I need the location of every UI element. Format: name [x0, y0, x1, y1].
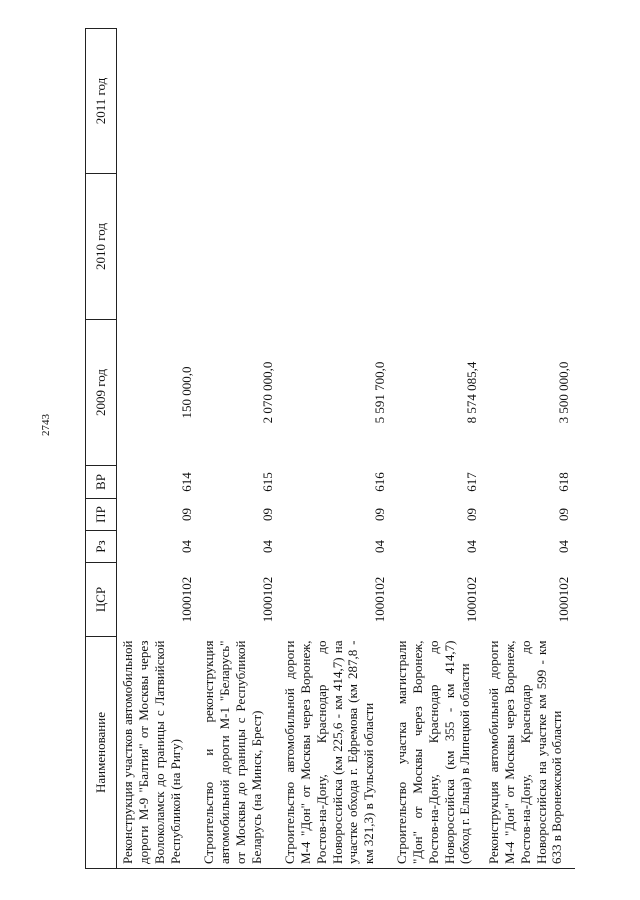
- row-2011: [391, 29, 483, 174]
- row-pr: 09: [464, 508, 480, 521]
- row-rz: 04: [179, 540, 195, 553]
- row-rz: 04: [464, 540, 480, 553]
- row-name: Реконструкция участков автомобильной дороги М-9 "Балтия" от Москвы через Волоколамск до границы с Латвийской Республикой (на Ригу): [117, 637, 199, 869]
- table-row: [279, 29, 391, 869]
- row-2009: 8 574 085,4: [464, 361, 480, 424]
- header-name: Наименование: [86, 637, 117, 869]
- header-vr: ВР: [86, 466, 117, 499]
- row-vr: 615: [260, 472, 276, 492]
- row-csr: 1000102: [556, 576, 572, 623]
- header-2010: 2010 год: [86, 174, 117, 320]
- table-row: [198, 29, 279, 869]
- row-rz: 04: [372, 540, 388, 553]
- row-vr: 614: [179, 472, 195, 492]
- header-2009: 2009 год: [86, 320, 117, 466]
- row-2011: [198, 29, 279, 174]
- row-2009: 150 000,0: [179, 366, 195, 419]
- table-row: [391, 29, 483, 869]
- row-pr: 09: [260, 508, 276, 521]
- row-pr: 09: [179, 508, 195, 521]
- rotated-page-content: [85, 29, 572, 869]
- row-rz: 04: [556, 540, 572, 553]
- row-name: Строительство автомобильной дороги М-4 "Дон" от Москвы через Воронеж, Ростов-на-Дону, Краснодар до Новороссийска (км 225,6 - км 414,7) на участке обхода г. Ефремова (км 287,8 - км 321,3) в Тульской области: [279, 637, 391, 869]
- header-2011: 2011 год: [86, 29, 117, 174]
- row-2009: 3 500 000,0: [556, 361, 572, 424]
- row-name: Строительство и реконструкция автомобильной дороги М-1 "Беларусь" от Москвы до границы с Республикой Беларусь (на Минск, Брест): [198, 637, 279, 869]
- table-row: [117, 29, 199, 869]
- row-2009: 5 591 700,0: [372, 361, 388, 424]
- row-name: Реконструкция автомобильной дороги М-4 "Дон" от Москвы через Воронеж, Ростов-на-Дону, Краснодар до Новороссийска на участке км 599 - км 633 в Воронежской области: [483, 637, 575, 869]
- row-2011: [279, 29, 391, 174]
- row-name: Строительство участка магистрали "Дон" от Москвы через Воронеж, Ростов-на-Дону, Краснодар до Новороссийска (км 355 - км 414,7) (обход г. Ельца) в Липецкой области: [391, 637, 483, 869]
- header-csr: ЦСР: [86, 563, 117, 637]
- row-2010: [198, 174, 279, 320]
- row-2010: [483, 174, 575, 320]
- row-2010: [279, 174, 391, 320]
- row-2011: [117, 29, 199, 174]
- row-2010: [391, 174, 483, 320]
- page-number: 2743: [40, 414, 52, 436]
- row-csr: 1000102: [179, 576, 195, 623]
- row-csr: 1000102: [260, 576, 276, 623]
- row-csr: 1000102: [464, 576, 480, 623]
- row-vr: 617: [464, 472, 480, 492]
- header-rz: Рз: [86, 531, 117, 563]
- row-2009: 2 070 000,0: [260, 361, 276, 424]
- budget-table: [85, 28, 575, 869]
- row-csr: 1000102: [372, 576, 388, 623]
- row-pr: 09: [372, 508, 388, 521]
- row-vr: 618: [556, 472, 572, 492]
- row-2011: [483, 29, 575, 174]
- table-row: [483, 29, 575, 869]
- row-2010: [117, 174, 199, 320]
- table-header-row: [86, 29, 117, 869]
- header-pr: ПР: [86, 499, 117, 531]
- row-pr: 09: [556, 508, 572, 521]
- row-vr: 616: [372, 472, 388, 492]
- row-rz: 04: [260, 540, 276, 553]
